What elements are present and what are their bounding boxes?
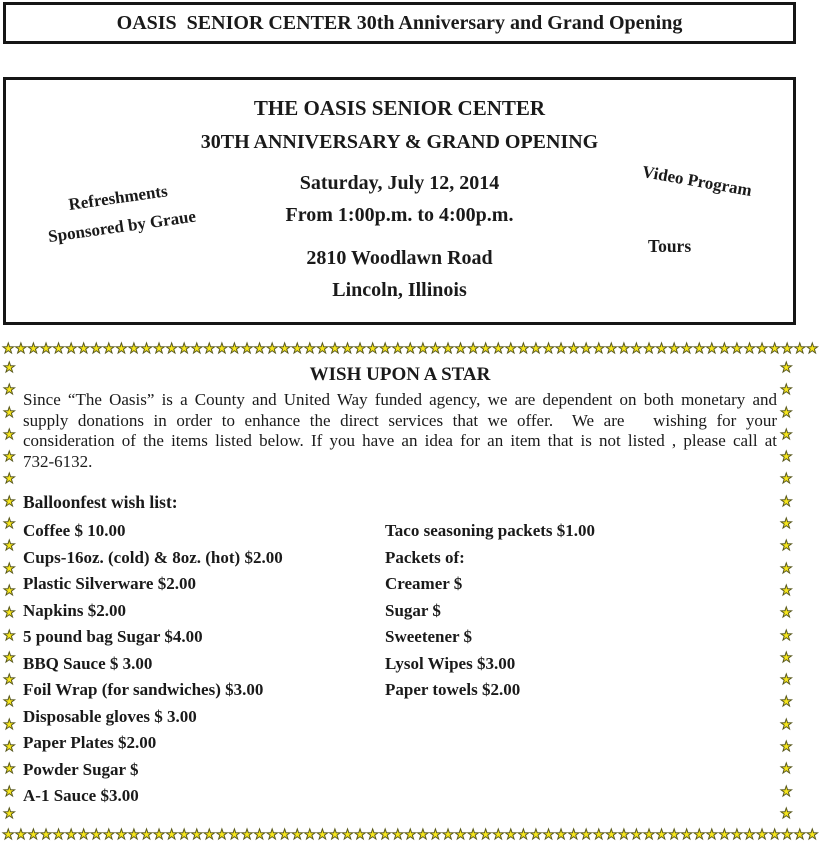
star-border-glyph: ★ (228, 827, 241, 843)
star-border-glyph: ★ (290, 341, 304, 357)
star-border-glyph: ★ (3, 426, 16, 443)
star-border-glyph: ★ (780, 404, 793, 421)
star-border-glyph: ★ (441, 827, 455, 843)
star-border-glyph: ★ (253, 341, 266, 357)
star-border-glyph: ★ (755, 341, 769, 357)
star-border-glyph: ★ (3, 716, 16, 733)
star-border-glyph: ★ (630, 341, 643, 357)
star-border-glyph: ★ (165, 827, 178, 843)
star-border-glyph: ★ (718, 827, 731, 843)
star-border-glyph: ★ (567, 827, 580, 843)
star-border-glyph: ★ (253, 827, 266, 843)
star-border-glyph: ★ (617, 827, 631, 843)
star-border-glyph: ★ (14, 827, 28, 843)
wishlist-item: Coffee $ 10.00 (23, 521, 126, 541)
refreshments-line1: Refreshments (67, 181, 169, 214)
star-border-glyph: ★ (780, 649, 793, 666)
star-border-glyph: ★ (366, 827, 379, 843)
star-border-glyph: ★ (780, 694, 793, 711)
wishlist (23, 518, 777, 810)
star-border-glyph: ★ (3, 516, 16, 533)
star-border-glyph: ★ (115, 341, 128, 357)
star-border-glyph: ★ (64, 827, 78, 843)
star-border-glyph: ★ (353, 827, 367, 843)
star-border-glyph: ★ (14, 341, 28, 357)
wishlist-item: Disposable gloves $ 3.00 (23, 706, 197, 726)
wishlist-item: Creamer $ (385, 574, 463, 594)
star-border-glyph: ★ (605, 341, 618, 357)
star-border-glyph: ★ (3, 449, 16, 466)
star-border-glyph: ★ (64, 341, 78, 357)
star-border-glyph: ★ (780, 516, 793, 533)
wishlist-item: Napkins $2.00 (23, 600, 126, 620)
star-border-glyph: ★ (3, 471, 16, 488)
star-border-glyph: ★ (504, 341, 518, 357)
intro-paragraph-line: 732-6132. (23, 451, 93, 471)
star-border-glyph: ★ (391, 827, 404, 843)
star-border-glyph: ★ (52, 341, 65, 357)
star-border-glyph: ★ (27, 827, 40, 843)
wishlist-item: Paper Plates $2.00 (23, 733, 157, 753)
wishlist-item: Foil Wrap (for sandwiches) $3.00 (23, 680, 264, 700)
wishlist-row (23, 730, 777, 757)
star-border-glyph: ★ (416, 827, 430, 843)
star-border-glyph: ★ (3, 783, 16, 800)
star-border-glyph: ★ (692, 341, 706, 357)
star-border-glyph: ★ (3, 538, 16, 555)
wishlist-row (23, 783, 777, 810)
star-border-glyph: ★ (680, 341, 693, 357)
intro-paragraph-line: supply donations in order to enhance the direct services that we offer. We are wishing for your (23, 410, 777, 430)
star-border-glyph: ★ (177, 341, 191, 357)
event-date: Saturday, July 12, 2014 (299, 172, 500, 194)
star-border-glyph: ★ (278, 341, 291, 357)
star-border-bottom (2, 827, 819, 843)
star-border-glyph: ★ (152, 827, 166, 843)
star-border-glyph: ★ (152, 341, 166, 357)
star-border-left (3, 361, 19, 821)
star-border-glyph: ★ (479, 341, 492, 357)
event-title: THE OASIS SENIOR CENTER (253, 96, 546, 120)
wishlist-item: Sweetener $ (385, 627, 473, 647)
star-border-glyph: ★ (303, 827, 317, 843)
wishlist-item: Paper towels $2.00 (385, 680, 521, 700)
star-border-glyph: ★ (203, 827, 216, 843)
star-border-glyph: ★ (265, 827, 279, 843)
wishlist-row (23, 598, 777, 625)
star-border-glyph: ★ (429, 827, 442, 843)
star-border-glyph: ★ (429, 341, 442, 357)
wish-upon-a-star-section (0, 340, 819, 845)
star-border-glyph: ★ (190, 827, 203, 843)
star-border-glyph: ★ (755, 827, 769, 843)
wishlist-item: Sugar $ (385, 600, 441, 620)
star-border-glyph: ★ (780, 783, 793, 800)
star-border-glyph: ★ (77, 827, 90, 843)
star-border-glyph: ★ (667, 827, 681, 843)
star-border-glyph: ★ (378, 827, 392, 843)
star-border-glyph: ★ (780, 471, 793, 488)
star-border-glyph: ★ (3, 739, 16, 756)
star-border-glyph: ★ (768, 341, 781, 357)
star-border-glyph: ★ (780, 739, 793, 756)
wishlist-item: Lysol Wipes $3.00 (385, 653, 516, 673)
star-border-glyph: ★ (780, 560, 793, 577)
star-border-glyph: ★ (2, 827, 15, 843)
star-border-glyph: ★ (3, 360, 16, 376)
star-border-glyph: ★ (491, 341, 505, 357)
star-border-glyph: ★ (780, 426, 793, 443)
wishlist-item: Plastic Silverware $2.00 (23, 574, 196, 594)
star-border-glyph: ★ (592, 827, 605, 843)
star-border-glyph: ★ (89, 827, 103, 843)
star-border-glyph: ★ (77, 341, 90, 357)
star-border-top (2, 341, 819, 357)
star-border-glyph: ★ (705, 827, 719, 843)
wishlist-row (23, 545, 777, 572)
star-border-glyph: ★ (692, 827, 706, 843)
wishlist-item: Packets of: (385, 547, 465, 567)
wishlist-row (23, 571, 777, 598)
star-border-glyph: ★ (793, 827, 806, 843)
star-border-glyph: ★ (793, 341, 806, 357)
star-border-glyph: ★ (579, 827, 593, 843)
star-border-glyph: ★ (780, 672, 793, 689)
star-border-glyph: ★ (504, 827, 518, 843)
star-border-glyph: ★ (529, 827, 543, 843)
wishlist-item: Powder Sugar $ (23, 759, 139, 779)
star-border-glyph: ★ (554, 341, 568, 357)
star-border-glyph: ★ (102, 827, 116, 843)
event-subtitle: 30TH ANNIVERSARY & GRAND OPENING (200, 131, 599, 153)
star-border-glyph: ★ (479, 827, 492, 843)
video-program-note: Video Program (640, 162, 754, 200)
star-border-glyph: ★ (592, 341, 605, 357)
star-border-glyph: ★ (466, 827, 480, 843)
wishlist-item: Cups-16oz. (cold) & 8oz. (hot) $2.00 (23, 547, 283, 567)
star-border-glyph: ★ (780, 761, 793, 778)
star-border-glyph: ★ (3, 627, 16, 644)
star-border-glyph: ★ (517, 341, 530, 357)
star-border-glyph: ★ (3, 805, 16, 822)
star-border-glyph: ★ (52, 827, 65, 843)
wishlist-item: BBQ Sauce $ 3.00 (23, 653, 153, 673)
star-border-glyph: ★ (768, 827, 781, 843)
wishlist-row (23, 651, 777, 678)
star-border-glyph: ★ (3, 404, 16, 421)
star-border-glyph: ★ (115, 827, 128, 843)
star-border-glyph: ★ (27, 341, 40, 357)
title-banner (3, 2, 796, 44)
star-border-glyph: ★ (3, 672, 16, 689)
star-border-glyph: ★ (780, 382, 793, 399)
star-border-glyph: ★ (667, 341, 681, 357)
wishlist-row (23, 677, 777, 704)
star-border-glyph: ★ (328, 827, 342, 843)
star-border-glyph: ★ (579, 341, 593, 357)
star-border-glyph: ★ (542, 827, 555, 843)
star-border-glyph: ★ (780, 449, 793, 466)
star-border-glyph: ★ (806, 341, 819, 357)
star-border-glyph: ★ (3, 560, 16, 577)
star-border-glyph: ★ (39, 827, 53, 843)
intro-paragraph-line: consideration of the items listed below. If you have an idea for an item that is not listed , please call at (23, 431, 777, 451)
star-border-glyph: ★ (3, 582, 16, 599)
star-border-glyph: ★ (404, 341, 417, 357)
star-border-glyph: ★ (3, 382, 16, 399)
refreshments-line2: Sponsored by Graue (46, 206, 198, 247)
star-border-glyph: ★ (780, 360, 793, 376)
star-border-glyph: ★ (341, 827, 354, 843)
star-border-glyph: ★ (328, 341, 342, 357)
wishlist-row (23, 518, 777, 545)
star-border-glyph: ★ (780, 538, 793, 555)
star-border-glyph: ★ (3, 649, 16, 666)
star-border-glyph: ★ (102, 341, 116, 357)
star-border-glyph: ★ (718, 341, 731, 357)
star-border-glyph: ★ (228, 341, 241, 357)
star-border-glyph: ★ (517, 827, 530, 843)
star-border-glyph: ★ (165, 341, 178, 357)
wishlist-item: A-1 Sauce $3.00 (23, 786, 139, 806)
star-border-glyph: ★ (780, 341, 794, 357)
star-border-glyph: ★ (705, 341, 719, 357)
star-border-glyph: ★ (127, 827, 141, 843)
wishlist-item: 5 pound bag Sugar $4.00 (23, 627, 203, 647)
star-border-glyph: ★ (630, 827, 643, 843)
star-border-glyph: ★ (491, 827, 505, 843)
star-border-glyph: ★ (316, 827, 329, 843)
wishlist-item: Taco seasoning packets $1.00 (385, 521, 596, 541)
star-border-glyph: ★ (177, 827, 191, 843)
star-border-glyph: ★ (341, 341, 354, 357)
star-border-glyph: ★ (780, 716, 793, 733)
star-border-glyph: ★ (730, 341, 744, 357)
wishlist-title: Balloonfest wish list: (23, 492, 178, 512)
star-border-glyph: ★ (743, 827, 756, 843)
star-border-glyph: ★ (454, 827, 467, 843)
star-border-glyph: ★ (404, 827, 417, 843)
star-border-glyph: ★ (806, 827, 819, 843)
banner-title: OASIS SENIOR CENTER 30th Anniversary and Grand Opening (116, 11, 683, 34)
star-border-glyph: ★ (730, 827, 744, 843)
star-border-glyph: ★ (780, 627, 793, 644)
star-border-glyph: ★ (353, 341, 367, 357)
wishlist-row (23, 757, 777, 784)
star-border-glyph: ★ (780, 827, 794, 843)
star-border-glyph: ★ (542, 341, 555, 357)
intro-paragraph (23, 390, 777, 472)
event-time: From 1:00p.m. to 4:00p.m. (285, 204, 514, 226)
intro-paragraph-line: Since “The Oasis” is a County and United Way funded agency, we are dependent on both monetary and (23, 390, 777, 409)
star-border-glyph: ★ (554, 827, 568, 843)
star-border-glyph: ★ (780, 582, 793, 599)
star-border-glyph: ★ (605, 827, 618, 843)
star-border-glyph: ★ (378, 341, 392, 357)
star-border-glyph: ★ (529, 341, 543, 357)
star-border-glyph: ★ (441, 341, 455, 357)
star-border-glyph: ★ (567, 341, 580, 357)
star-border-glyph: ★ (240, 827, 254, 843)
star-border-glyph: ★ (655, 827, 668, 843)
star-border-glyph: ★ (89, 341, 103, 357)
star-border-glyph: ★ (215, 827, 229, 843)
star-border-glyph: ★ (655, 341, 668, 357)
star-border-glyph: ★ (780, 805, 793, 822)
star-border-glyph: ★ (3, 605, 16, 622)
star-border-glyph: ★ (391, 341, 404, 357)
star-border-glyph: ★ (466, 341, 480, 357)
star-border-glyph: ★ (215, 341, 229, 357)
star-border-glyph: ★ (140, 827, 153, 843)
star-border-glyph: ★ (642, 827, 656, 843)
star-border-glyph: ★ (190, 341, 203, 357)
wishlist-row (23, 704, 777, 731)
star-border-glyph: ★ (454, 341, 467, 357)
star-border-glyph: ★ (127, 341, 141, 357)
star-border-glyph: ★ (680, 827, 693, 843)
star-border-glyph: ★ (780, 605, 793, 622)
star-border-glyph: ★ (743, 341, 756, 357)
star-border-glyph: ★ (2, 341, 15, 357)
star-border-glyph: ★ (240, 341, 254, 357)
star-border-glyph: ★ (265, 341, 279, 357)
wishlist-row (23, 624, 777, 651)
star-border-right (780, 361, 796, 821)
event-address-line2: Lincoln, Illinois (332, 279, 467, 301)
star-border-glyph: ★ (303, 341, 317, 357)
star-border-glyph: ★ (366, 341, 379, 357)
star-border-glyph: ★ (140, 341, 153, 357)
star-border-glyph: ★ (642, 341, 656, 357)
star-border-glyph: ★ (3, 493, 16, 510)
star-border-glyph: ★ (278, 827, 291, 843)
star-border-glyph: ★ (290, 827, 304, 843)
star-border-glyph: ★ (316, 341, 329, 357)
star-border-glyph: ★ (780, 493, 793, 510)
star-border-glyph: ★ (416, 341, 430, 357)
star-border-glyph: ★ (203, 341, 216, 357)
star-border-glyph: ★ (617, 341, 631, 357)
star-border-glyph: ★ (3, 761, 16, 778)
event-box (3, 77, 796, 325)
star-border-glyph: ★ (3, 694, 16, 711)
star-border-glyph: ★ (39, 341, 53, 357)
event-address-line1: 2810 Woodlawn Road (306, 247, 493, 269)
section-heading: WISH UPON A STAR (309, 364, 491, 385)
tours-note: Tours (648, 236, 692, 256)
